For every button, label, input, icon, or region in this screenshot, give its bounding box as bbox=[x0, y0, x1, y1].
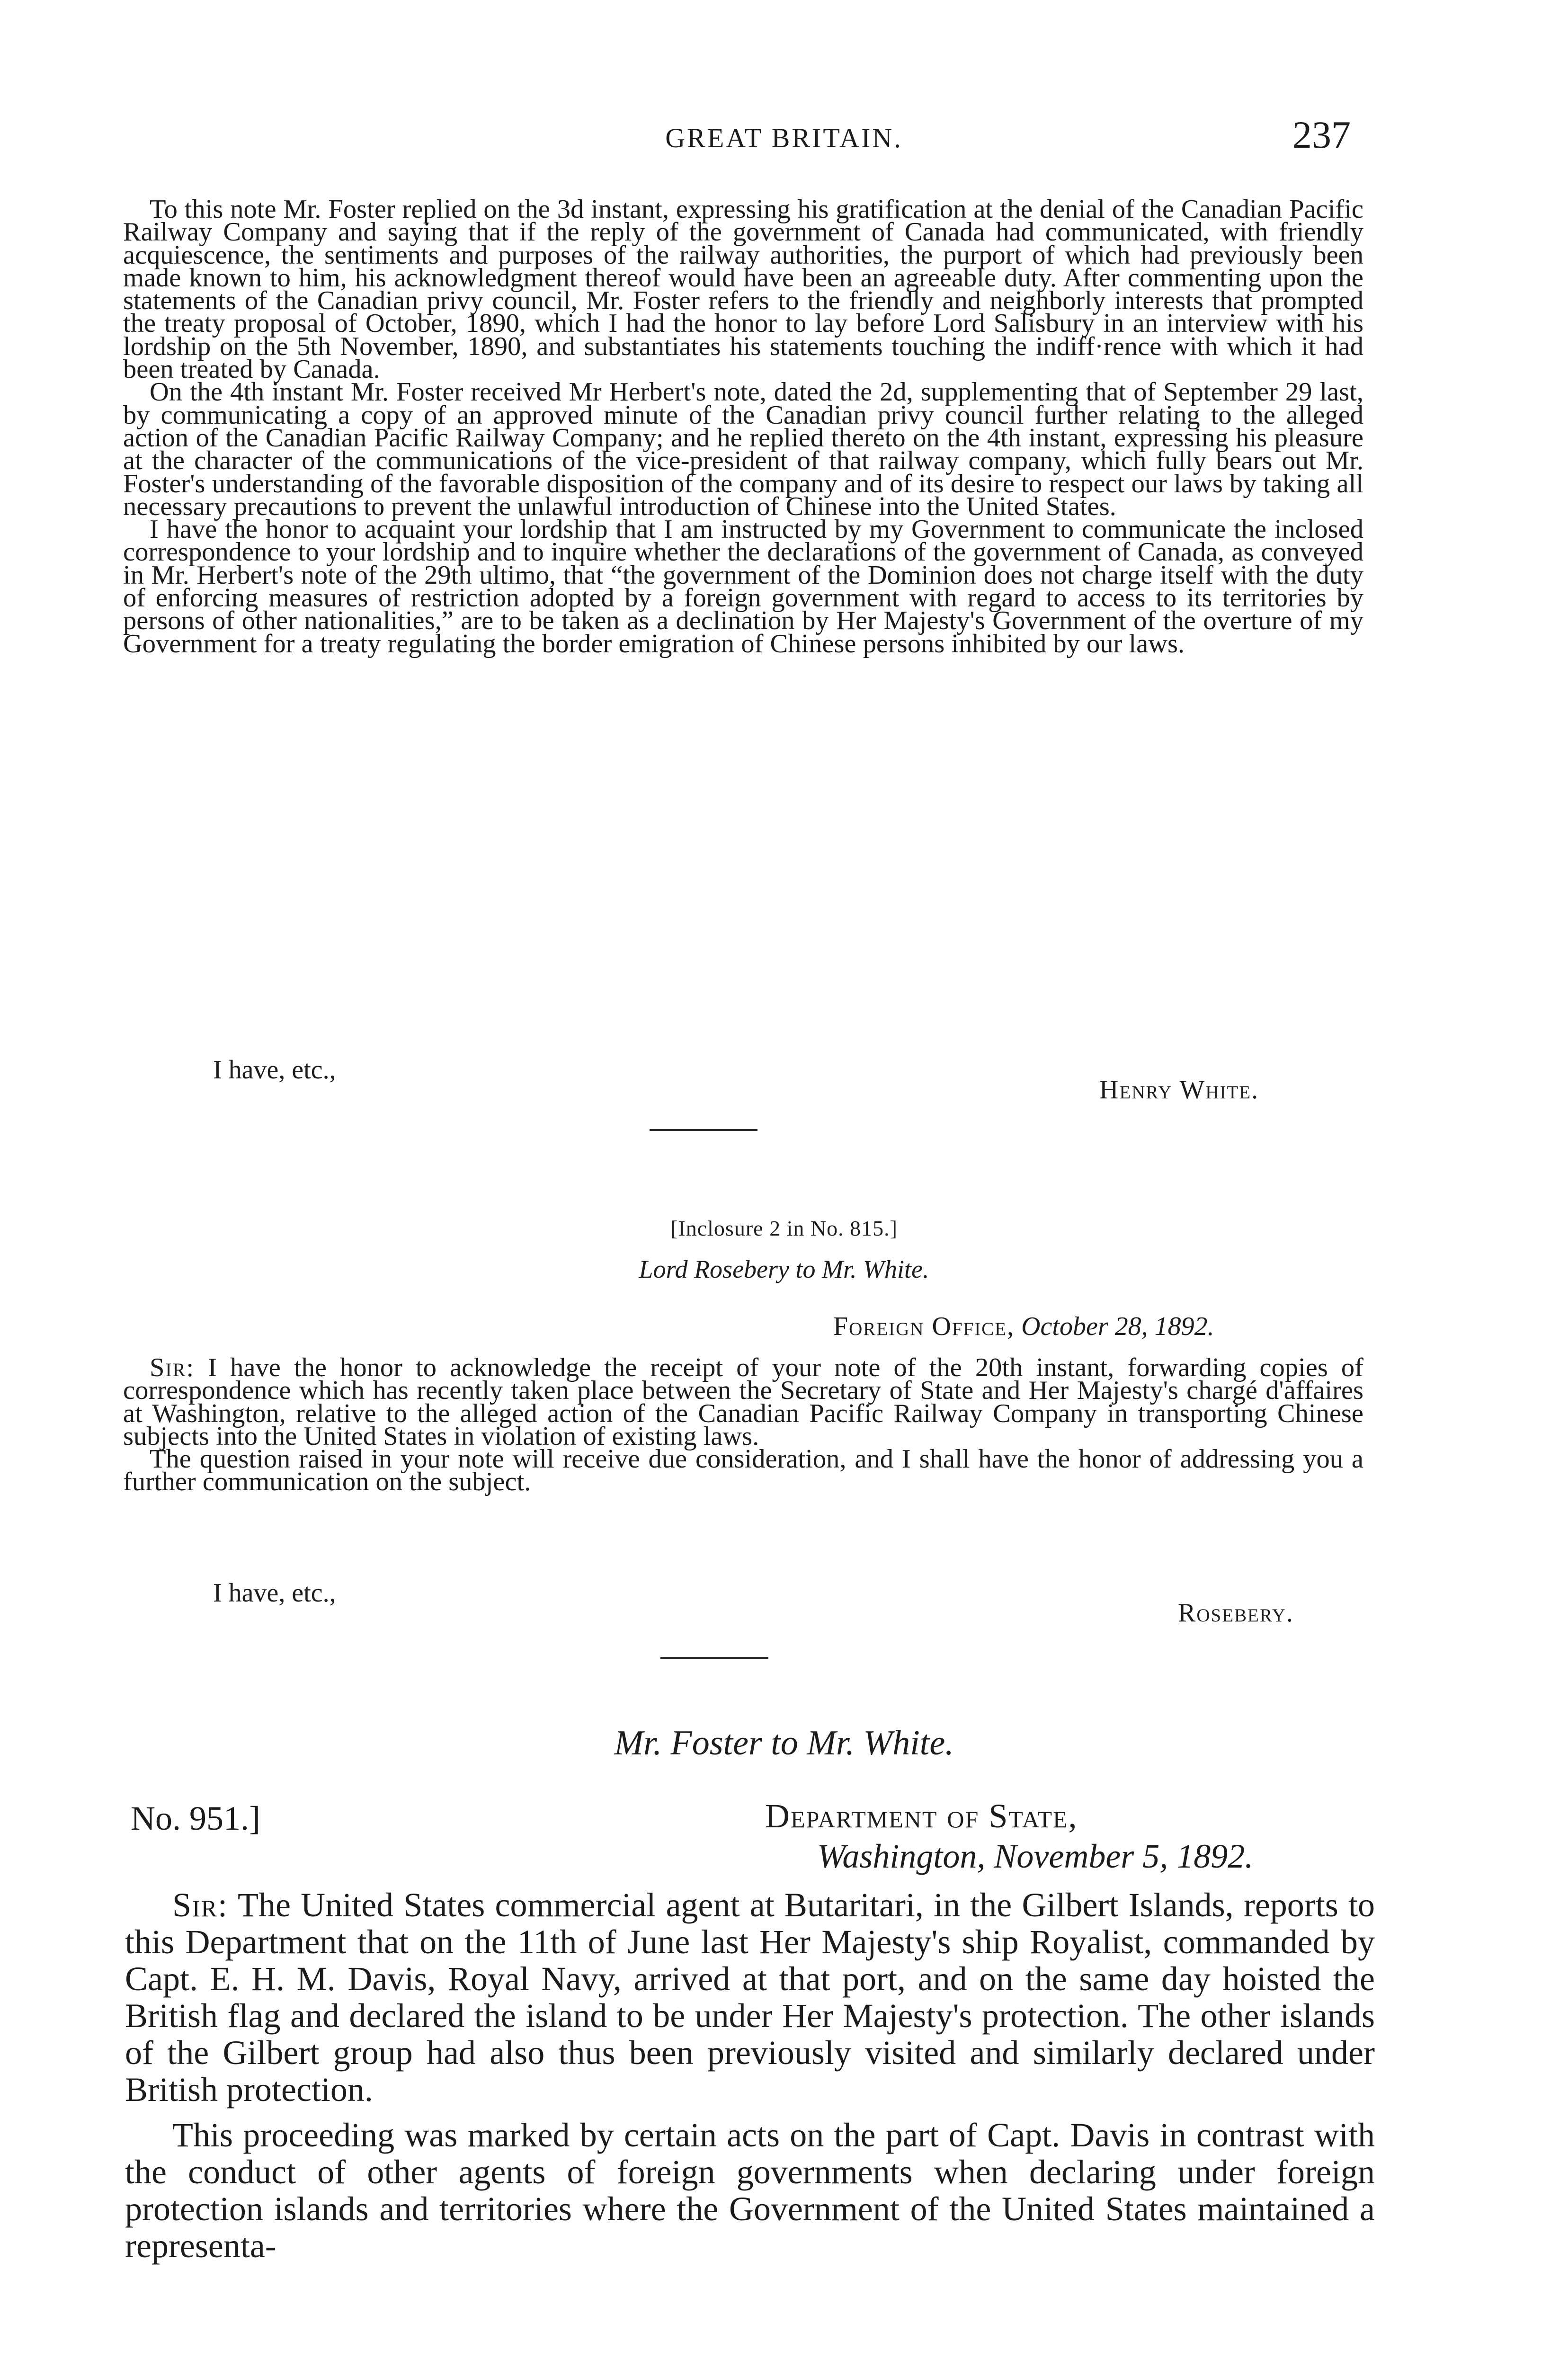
salutation: Sir: bbox=[150, 1353, 195, 1382]
paragraph: This proceeding was marked by certain acts on the part of Capt. Davis in contrast with the conduct of other agents of foreign governments when declaring under foreign protection islands and territories where the Government of the United States maintained a representa- bbox=[125, 2116, 1375, 2265]
paragraph bbox=[125, 1886, 1375, 2108]
inclosure-label: [Inclosure 2 in No. 815.] bbox=[670, 1216, 898, 1240]
page-number: 237 bbox=[1292, 113, 1351, 156]
dateline-office: Foreign Office, bbox=[833, 1312, 1015, 1341]
paragraph-text: The United States commercial agent at Butaritari, in the Gilbert Islands, reports to this Department that on the 11th of June last Her Majesty's ship Royalist, commanded by Capt. E. H. M. Davis, Royal Navy, arrived at that port, and on the same day hoisted the British flag and declared the island to be under Her Majesty's protection. The other islands of the Gilbert group had also thus been previously visited and similarly declared under British protection. bbox=[125, 1886, 1375, 2109]
paragraph: To this note Mr. Foster replied on the 3d instant, expressing his gratification at the denial of the Canadian Pacific Railway Company and saying that if the reply of the government of Canada had communicated, with friendly acquiescence, the sentiments and purposes of the railway authorities, the purport of which had previously been made known to him, his acknowledgment thereof would have been an agreeable duty. After commenting upon the statements of the Canadian privy council, Mr. Foster refers to the friendly and neighborly interests that prompted the treaty proposal of October, 1890, which I had the honor to lay before Lord Salisbury in an interview with his lordship on the 5th November, 1890, and substantiates his statements touching the indiff·rence with which it had been treated by Canada. bbox=[123, 195, 1363, 384]
department-name: Department of State, bbox=[765, 1797, 1078, 1835]
section-divider bbox=[660, 1657, 768, 1659]
section-divider bbox=[650, 1129, 757, 1131]
salutation: Sir: bbox=[172, 1886, 229, 1924]
letter1-body bbox=[123, 195, 1363, 658]
letter2-heading: Lord Rosebery to Mr. White. bbox=[639, 1255, 929, 1283]
paragraph: The question raised in your note will receive due consideration, and I shall have the honor of addressing you a further communication on the subject. bbox=[123, 1444, 1363, 1497]
document-number: No. 951.] bbox=[131, 1799, 260, 1837]
letter3-dateline: Washington, November 5, 1892. bbox=[817, 1837, 1254, 1875]
letter2-closing: I have, etc., bbox=[213, 1578, 336, 1608]
running-header: GREAT BRITAIN. bbox=[665, 123, 903, 153]
letter3-body bbox=[125, 1886, 1375, 2264]
letter2-signature: Rosebery. bbox=[1178, 1598, 1294, 1628]
paragraph: I have the honor to acquaint your lordship that I am instructed by my Government to communicate the inclosed correspondence to your lordship and to inquire whether the declarations of the government of Canada, as conveyed in Mr. Herbert's note of the 29th ultimo, that “the government of the Dominion does not charge itself with the duty of enforcing measures of restriction adopted by a foreign government with regard to access to its territories by persons of other nationalities,” are to be taken as a declination by Her Majesty's Government of the overture of my Government for a treaty regulating the border emigration of Chinese persons inhibited by our laws. bbox=[123, 515, 1363, 658]
letter2-body bbox=[123, 1353, 1364, 1497]
paragraph-text: I have the honor to acknowledge the receipt of your note of the 20th instant, forwarding copies of correspondence which has recently taken place between the Secretary of State and Her Majesty's chargé d'affaires at Washington, relative to the alleged action of the Canadian Pacific Railway Company in transporting Chinese subjects into the United States in violation of existing laws. bbox=[123, 1353, 1364, 1451]
letter2-dateline bbox=[833, 1311, 1214, 1342]
letter1-closing: I have, etc., bbox=[213, 1055, 336, 1085]
paragraph: On the 4th instant Mr. Foster received Mr Herbert's note, dated the 2d, supplementing that of September 29 last, by communicating a copy of an approved minute of the Canadian privy council further relating to the alleged action of the Canadian Pacific Railway Company; and he replied thereto on the 4th instant, expressing his pleasure at the character of the communications of the vice-president of that railway company, which fully bears out Mr. Foster's understanding of the favorable disposition of the company and of its desire to respect our laws by taking all necessary precautions to prevent the unlawful introduction of Chinese into the United States. bbox=[123, 377, 1363, 521]
paragraph bbox=[123, 1353, 1364, 1451]
dateline-date: October 28, 1892. bbox=[1021, 1312, 1214, 1341]
letter3-heading: Mr. Foster to Mr. White. bbox=[614, 1724, 954, 1762]
letter1-signature: Henry White. bbox=[1099, 1075, 1259, 1104]
